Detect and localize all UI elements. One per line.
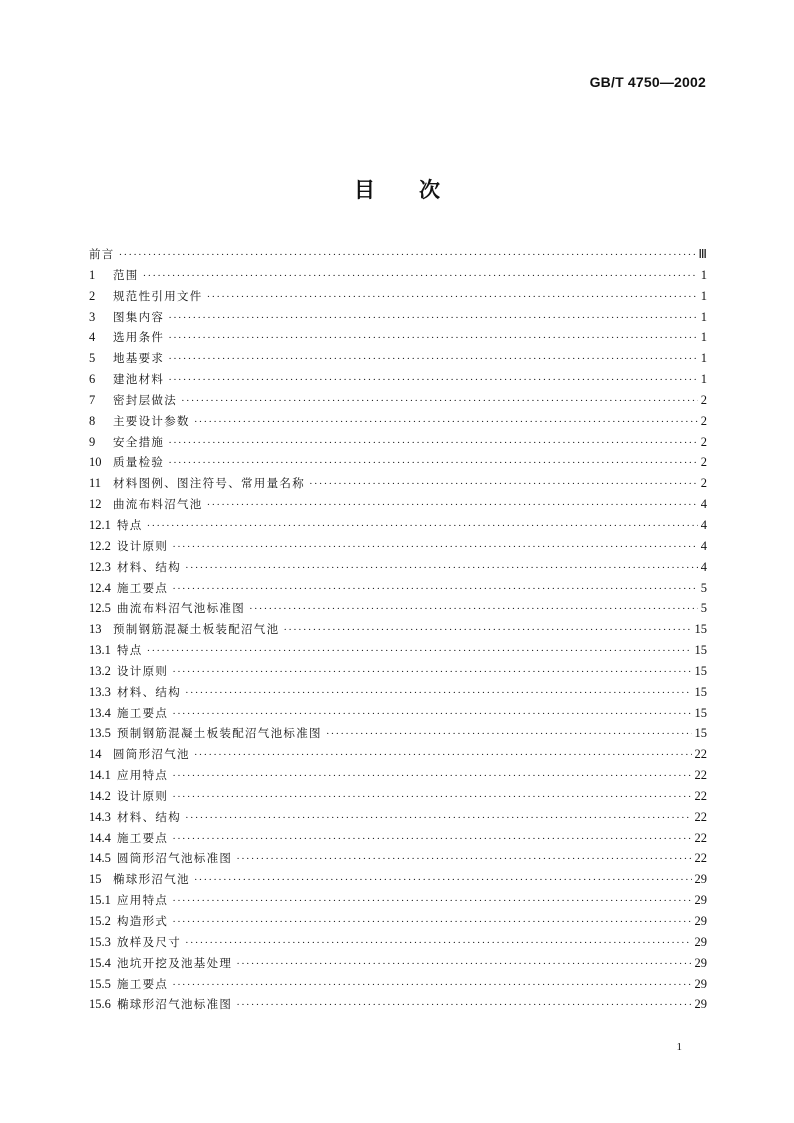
toc-leader-dots bbox=[309, 474, 698, 495]
toc-entry-number: 10 bbox=[89, 455, 102, 470]
toc-entry-number: 7 bbox=[89, 392, 96, 407]
toc-entry-page: 4 bbox=[700, 559, 707, 574]
toc-entry-label: 曲流布料沼气池 bbox=[113, 497, 203, 512]
toc-entry-number: 12 bbox=[89, 497, 102, 512]
toc-entry[interactable] bbox=[89, 911, 707, 932]
toc-entry[interactable] bbox=[89, 286, 707, 307]
toc-entry[interactable] bbox=[89, 619, 707, 640]
toc-entry-page: 22 bbox=[694, 809, 707, 824]
toc-leader-dots bbox=[194, 745, 692, 766]
toc-entry-page: 2 bbox=[700, 413, 707, 428]
toc-leader-dots bbox=[119, 245, 696, 266]
toc-leader-dots bbox=[168, 453, 698, 474]
toc-leader-dots bbox=[168, 433, 698, 454]
toc-entry[interactable] bbox=[89, 598, 707, 619]
toc-entry-page: 1 bbox=[700, 309, 707, 324]
toc-entry-label: 选用条件 bbox=[113, 330, 165, 345]
toc-entry-page: 2 bbox=[700, 476, 707, 491]
toc-leader-dots bbox=[185, 558, 698, 579]
title-char-1: 目 bbox=[354, 178, 375, 202]
toc-leader-dots bbox=[168, 370, 698, 391]
toc-entry-page: 15 bbox=[694, 705, 707, 720]
toc-entry-number: 12.4 bbox=[89, 580, 111, 595]
toc-entry-label: 圆筒形沼气池标准图 bbox=[117, 851, 233, 866]
toc-entry[interactable] bbox=[89, 661, 707, 682]
toc-entry-page: 1 bbox=[700, 288, 707, 303]
toc-entry-page: 22 bbox=[694, 830, 707, 845]
toc-entry[interactable] bbox=[89, 390, 707, 411]
toc-leader-dots bbox=[185, 683, 692, 704]
toc-entry-page: 29 bbox=[694, 997, 707, 1012]
toc-entry[interactable] bbox=[89, 848, 707, 869]
toc-leader-dots bbox=[147, 516, 698, 537]
toc-entry-label: 主要设计参数 bbox=[113, 413, 190, 428]
toc-entry[interactable] bbox=[89, 786, 707, 807]
toc-entry-number: 13.4 bbox=[89, 705, 111, 720]
toc-entry-label: 材料、结构 bbox=[117, 684, 181, 699]
toc-leader-dots bbox=[172, 829, 691, 850]
toc-entry[interactable] bbox=[89, 640, 707, 661]
toc-entry-number: 15.2 bbox=[89, 914, 111, 928]
toc-entry[interactable] bbox=[89, 411, 707, 432]
toc-leader-dots bbox=[236, 995, 691, 1016]
toc-entry[interactable] bbox=[89, 578, 707, 599]
toc-entry-label: 地基要求 bbox=[113, 351, 165, 366]
toc-entry-number: 13.3 bbox=[89, 684, 111, 699]
toc-entry-label: 密封层做法 bbox=[113, 392, 177, 407]
toc-entry-page: 4 bbox=[700, 517, 707, 532]
toc-entry[interactable] bbox=[89, 994, 707, 1015]
toc-entry-page: 15 bbox=[694, 726, 707, 741]
toc-entry-label: 图集内容 bbox=[113, 309, 165, 324]
toc-entry-page: 29 bbox=[694, 914, 707, 928]
toc-entry-number: 12.3 bbox=[89, 559, 111, 574]
toc-entry-number: 2 bbox=[89, 288, 96, 303]
toc-entry-page: 5 bbox=[700, 580, 707, 595]
toc-entry-label: 特点 bbox=[117, 517, 143, 532]
toc-entry-page: 1 bbox=[700, 330, 707, 345]
toc-leader-dots bbox=[168, 349, 698, 370]
toc-leader-dots bbox=[172, 704, 691, 725]
toc-entry-label: 设计原则 bbox=[117, 788, 169, 803]
toc-leader-dots bbox=[143, 266, 698, 287]
toc-entry-label: 圆筒形沼气池 bbox=[113, 747, 190, 762]
toc-entry-label: 建池材料 bbox=[113, 372, 165, 387]
toc-entry-label: 应用特点 bbox=[117, 768, 169, 783]
toc-entry-number: 15.6 bbox=[89, 997, 111, 1012]
toc-entry-label: 范围 bbox=[113, 267, 139, 282]
title-char-2: 次 bbox=[419, 178, 440, 202]
toc-entry-label: 施工要点 bbox=[117, 976, 169, 991]
toc-entry-page: 2 bbox=[700, 392, 707, 407]
toc-leader-dots bbox=[147, 641, 692, 662]
toc-leader-dots bbox=[326, 724, 692, 745]
toc-entry-label: 椭球形沼气池 bbox=[113, 872, 190, 887]
toc-entry-number: 14.3 bbox=[89, 809, 111, 824]
toc-entry-number: 12.2 bbox=[89, 538, 111, 553]
toc-entry[interactable] bbox=[89, 473, 707, 494]
toc-leader-dots bbox=[168, 308, 698, 329]
toc-entry-number: 15.1 bbox=[89, 893, 111, 908]
toc-entry-number: 15.5 bbox=[89, 976, 111, 991]
toc-entry[interactable] bbox=[89, 807, 707, 828]
toc-entry-number: 15 bbox=[89, 872, 102, 887]
toc-entry[interactable] bbox=[89, 974, 707, 995]
toc-entry-label: 应用特点 bbox=[117, 893, 169, 908]
toc-entry-page: Ⅲ bbox=[698, 247, 707, 261]
toc-entry-number: 6 bbox=[89, 372, 96, 387]
toc-entry-number: 14.2 bbox=[89, 788, 111, 803]
toc-entry[interactable] bbox=[89, 682, 707, 703]
toc-leader-dots bbox=[207, 495, 698, 516]
toc-entry-page: 1 bbox=[700, 372, 707, 387]
toc-leader-dots bbox=[181, 391, 698, 412]
toc-entry-label: 材料、结构 bbox=[117, 559, 181, 574]
toc-entry[interactable] bbox=[89, 265, 707, 286]
toc-entry[interactable] bbox=[89, 432, 707, 453]
toc-leader-dots bbox=[172, 891, 691, 912]
toc-entry-number: 14.5 bbox=[89, 851, 111, 866]
toc-entry-label: 构造形式 bbox=[117, 914, 169, 928]
toc-entry-number: 4 bbox=[89, 330, 96, 345]
toc-entry-page: 15 bbox=[694, 622, 707, 637]
toc-entry-number: 14.1 bbox=[89, 768, 111, 783]
toc-entry-label: 规范性引用文件 bbox=[113, 288, 203, 303]
toc-entry-page: 5 bbox=[700, 601, 707, 616]
toc-entry[interactable] bbox=[89, 452, 707, 473]
toc-leader-dots bbox=[185, 808, 692, 829]
toc-entry-label: 椭球形沼气池标准图 bbox=[117, 997, 233, 1012]
toc-entry[interactable] bbox=[89, 932, 707, 953]
toc-entry-label: 材料、结构 bbox=[117, 809, 181, 824]
toc-entry-label: 预制钢筋混凝土板装配沼气池 bbox=[113, 622, 280, 637]
toc-leader-dots bbox=[236, 954, 691, 975]
toc-entry-page: 1 bbox=[700, 351, 707, 366]
toc-entry[interactable] bbox=[89, 557, 707, 578]
toc-entry-label: 设计原则 bbox=[117, 663, 169, 678]
toc-entry-page: 2 bbox=[700, 455, 707, 470]
toc-entry-label: 质量检验 bbox=[113, 455, 165, 470]
toc-entry-page: 22 bbox=[694, 788, 707, 803]
page-title bbox=[0, 174, 794, 204]
toc-entry[interactable] bbox=[89, 744, 707, 765]
footer-page-number: 1 bbox=[676, 1041, 682, 1053]
toc-entry-number: 5 bbox=[89, 351, 96, 366]
toc-entry-page: 15 bbox=[694, 663, 707, 678]
toc-entry-label: 特点 bbox=[117, 643, 143, 658]
toc-entry[interactable] bbox=[89, 348, 707, 369]
toc-entry[interactable] bbox=[89, 890, 707, 911]
toc-entry-page: 1 bbox=[700, 267, 707, 282]
toc-leader-dots bbox=[172, 912, 691, 933]
toc-entry-number: 12.1 bbox=[89, 517, 111, 532]
toc-entry-page: 4 bbox=[700, 497, 707, 512]
toc-entry-page: 29 bbox=[694, 872, 707, 887]
toc-entry-label: 池坑开挖及池基处理 bbox=[117, 955, 233, 970]
toc-entry-number: 15.3 bbox=[89, 934, 111, 949]
toc-leader-dots bbox=[172, 975, 691, 996]
toc-entry-label: 材料图例、图注符号、常用量名称 bbox=[113, 476, 305, 491]
toc-entry-page: 29 bbox=[694, 934, 707, 949]
toc-leader-dots bbox=[283, 620, 691, 641]
toc-entry[interactable] bbox=[89, 828, 707, 849]
toc-entry-label: 设计原则 bbox=[117, 538, 169, 553]
toc-entry[interactable] bbox=[89, 536, 707, 557]
toc-leader-dots bbox=[172, 787, 691, 808]
toc-entry-label: 施工要点 bbox=[117, 705, 169, 720]
toc-entry-page: 2 bbox=[700, 434, 707, 449]
toc-entry-page: 29 bbox=[694, 893, 707, 908]
toc-entry-number: 14 bbox=[89, 747, 102, 762]
table-of-contents bbox=[89, 244, 707, 1015]
toc-leader-dots bbox=[172, 766, 691, 787]
toc-entry-number: 1 bbox=[89, 267, 96, 282]
toc-entry-label: 曲流布料沼气池标准图 bbox=[117, 601, 245, 616]
toc-entry-page: 15 bbox=[694, 684, 707, 699]
toc-entry[interactable] bbox=[89, 307, 707, 328]
toc-leader-dots bbox=[172, 579, 698, 600]
toc-entry-number: 12.5 bbox=[89, 601, 111, 616]
toc-leader-dots bbox=[194, 870, 692, 891]
toc-entry-page: 22 bbox=[694, 768, 707, 783]
toc-leader-dots bbox=[172, 537, 698, 558]
toc-entry[interactable] bbox=[89, 244, 707, 265]
toc-entry[interactable] bbox=[89, 703, 707, 724]
toc-entry-number: 9 bbox=[89, 434, 96, 449]
toc-entry-number: 13.1 bbox=[89, 643, 111, 658]
toc-leader-dots bbox=[249, 599, 698, 620]
toc-leader-dots bbox=[207, 287, 698, 308]
toc-leader-dots bbox=[185, 933, 692, 954]
toc-entry-number: 14.4 bbox=[89, 830, 111, 845]
toc-entry-label: 预制钢筋混凝土板装配沼气池标准图 bbox=[117, 726, 322, 741]
toc-entry[interactable] bbox=[89, 723, 707, 744]
toc-entry-number: 13.5 bbox=[89, 726, 111, 741]
toc-entry-number: 13.2 bbox=[89, 663, 111, 678]
toc-leader-dots bbox=[172, 662, 691, 683]
toc-entry-page: 29 bbox=[694, 976, 707, 991]
toc-entry-label: 前言 bbox=[89, 247, 115, 261]
toc-leader-dots bbox=[168, 328, 698, 349]
standard-code: GB/T 4750—2002 bbox=[589, 74, 706, 90]
toc-entry-number: 15.4 bbox=[89, 955, 111, 970]
toc-entry[interactable] bbox=[89, 765, 707, 786]
toc-entry-label: 放样及尺寸 bbox=[117, 934, 181, 949]
toc-entry-number: 11 bbox=[89, 476, 102, 491]
toc-leader-dots bbox=[194, 412, 698, 433]
toc-entry-page: 22 bbox=[694, 747, 707, 762]
toc-entry-number: 8 bbox=[89, 413, 96, 428]
toc-leader-dots bbox=[236, 849, 691, 870]
toc-entry[interactable] bbox=[89, 369, 707, 390]
toc-entry[interactable] bbox=[89, 869, 707, 890]
toc-entry-number: 13 bbox=[89, 622, 102, 637]
toc-entry[interactable] bbox=[89, 327, 707, 348]
toc-entry-number: 3 bbox=[89, 309, 96, 324]
toc-entry-label: 施工要点 bbox=[117, 580, 169, 595]
toc-entry[interactable] bbox=[89, 515, 707, 536]
toc-entry-page: 29 bbox=[694, 955, 707, 970]
toc-entry-page: 15 bbox=[694, 643, 707, 658]
toc-entry[interactable] bbox=[89, 494, 707, 515]
toc-entry-label: 施工要点 bbox=[117, 830, 169, 845]
toc-entry-page: 22 bbox=[694, 851, 707, 866]
toc-entry-label: 安全措施 bbox=[113, 434, 165, 449]
toc-entry-page: 4 bbox=[700, 538, 707, 553]
toc-entry[interactable] bbox=[89, 953, 707, 974]
